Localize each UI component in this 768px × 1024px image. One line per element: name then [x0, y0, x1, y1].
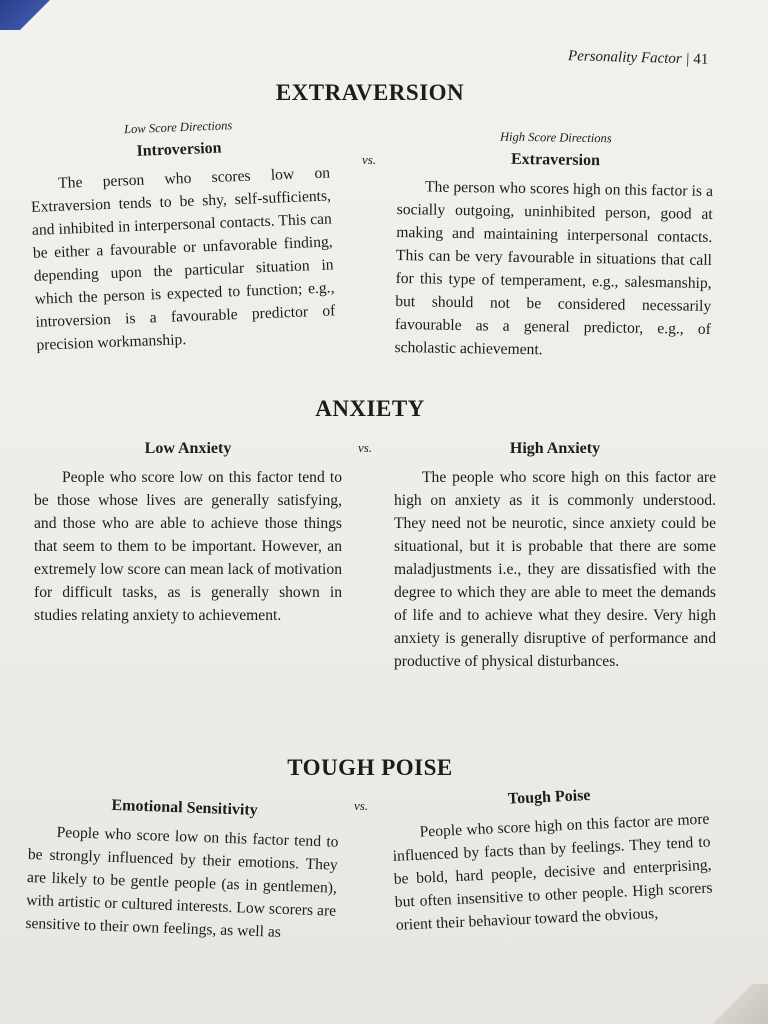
page-corner-shadow — [0, 0, 60, 30]
running-head: Personality Factor | 41 — [567, 48, 709, 68]
high-anxiety-text: The people who score high on this factor are high on anxiety as it is commonly understood. They need not be neurotic, since anxiety could be situational, but it is probable that there are some maladjustments i.e., they are dissatisfied with the degree to which they are able to meet the demands of life and to achieve what they desire. Very high anxiety is generally disruptive of performance and productive of physical disturbances. — [394, 469, 716, 670]
page-corner-edge — [698, 984, 768, 1024]
section-title-extraversion: EXTRAVERSION — [275, 80, 465, 105]
tough-poise-high-column — [390, 782, 714, 937]
section-title-anxiety: ANXIETY — [315, 396, 425, 421]
vs-label-2: vs. — [358, 440, 373, 455]
extraversion-high-column — [394, 128, 714, 364]
low-anxiety-text: People who score low on this factor tend to be those whose lives are generally satisfying, and those who are able to achieve those things that seem to them to be important. However, an extremely low score can mean lack of motivation for difficult tasks, as is generally shown in studies relating anxiety to achievement. — [34, 469, 342, 624]
vs-label-3: vs. — [354, 798, 369, 813]
vs-label-1: vs. — [362, 152, 377, 167]
emotional-sensitivity-heading: Emotional Sensitivity — [111, 796, 258, 819]
high-score-direction-label: High Score Directions — [499, 129, 612, 146]
high-anxiety-heading: High Anxiety — [509, 440, 601, 457]
introversion-text: The person who scores low on Extraversion tends to be shy, self-sufficients, and inhibited in interpersonal contacts. This can be either a favourable or unfavorable finding, depending upon the particular situation in which the person is expected to function; e.g., introversion is a favourable predictor of precision workmanship. — [30, 164, 336, 354]
anxiety-low-column — [34, 440, 342, 627]
section-title-tough-poise: TOUGH POISE — [287, 755, 453, 780]
tough-poise-heading: Tough Poise — [507, 786, 591, 808]
low-score-direction-label: Low Score Directions — [123, 118, 233, 137]
introversion-heading: Introversion — [136, 139, 222, 160]
tough-poise-text: People who score high on this factor are more influenced by facts than by feelings. They tend to be bold, hard people, decisive and enterprising, but often insensitive to other people. High scorers orient their behaviour toward the obvious, — [392, 810, 713, 934]
extraversion-text: The person who scores high on this factor is a socially outgoing, uninhibited person, good at making and maintaining interpersonal contacts. This can be very favourable in situations that call for this type of temperament, e.g., salesmanship, but should not be considered necessarily favourable as a general predictor, e.g., of scholastic achievement. — [394, 178, 714, 359]
extraversion-low-column — [28, 114, 337, 356]
tough-poise-low-column — [25, 794, 340, 946]
emotional-sensitivity-text: People who score low on this factor tend to be strongly influenced by their emotions. They are likely to be gentle people (as in gentlemen), with artistic or cultured interests. Low scorers are sensitive to their own feelings, as well as — [25, 823, 339, 941]
low-anxiety-heading: Low Anxiety — [144, 440, 232, 457]
extraversion-heading: Extraversion — [510, 150, 601, 170]
page-number: 41 — [692, 51, 709, 68]
running-head-title: Personality Factor — [567, 48, 682, 68]
anxiety-high-column — [394, 440, 716, 673]
